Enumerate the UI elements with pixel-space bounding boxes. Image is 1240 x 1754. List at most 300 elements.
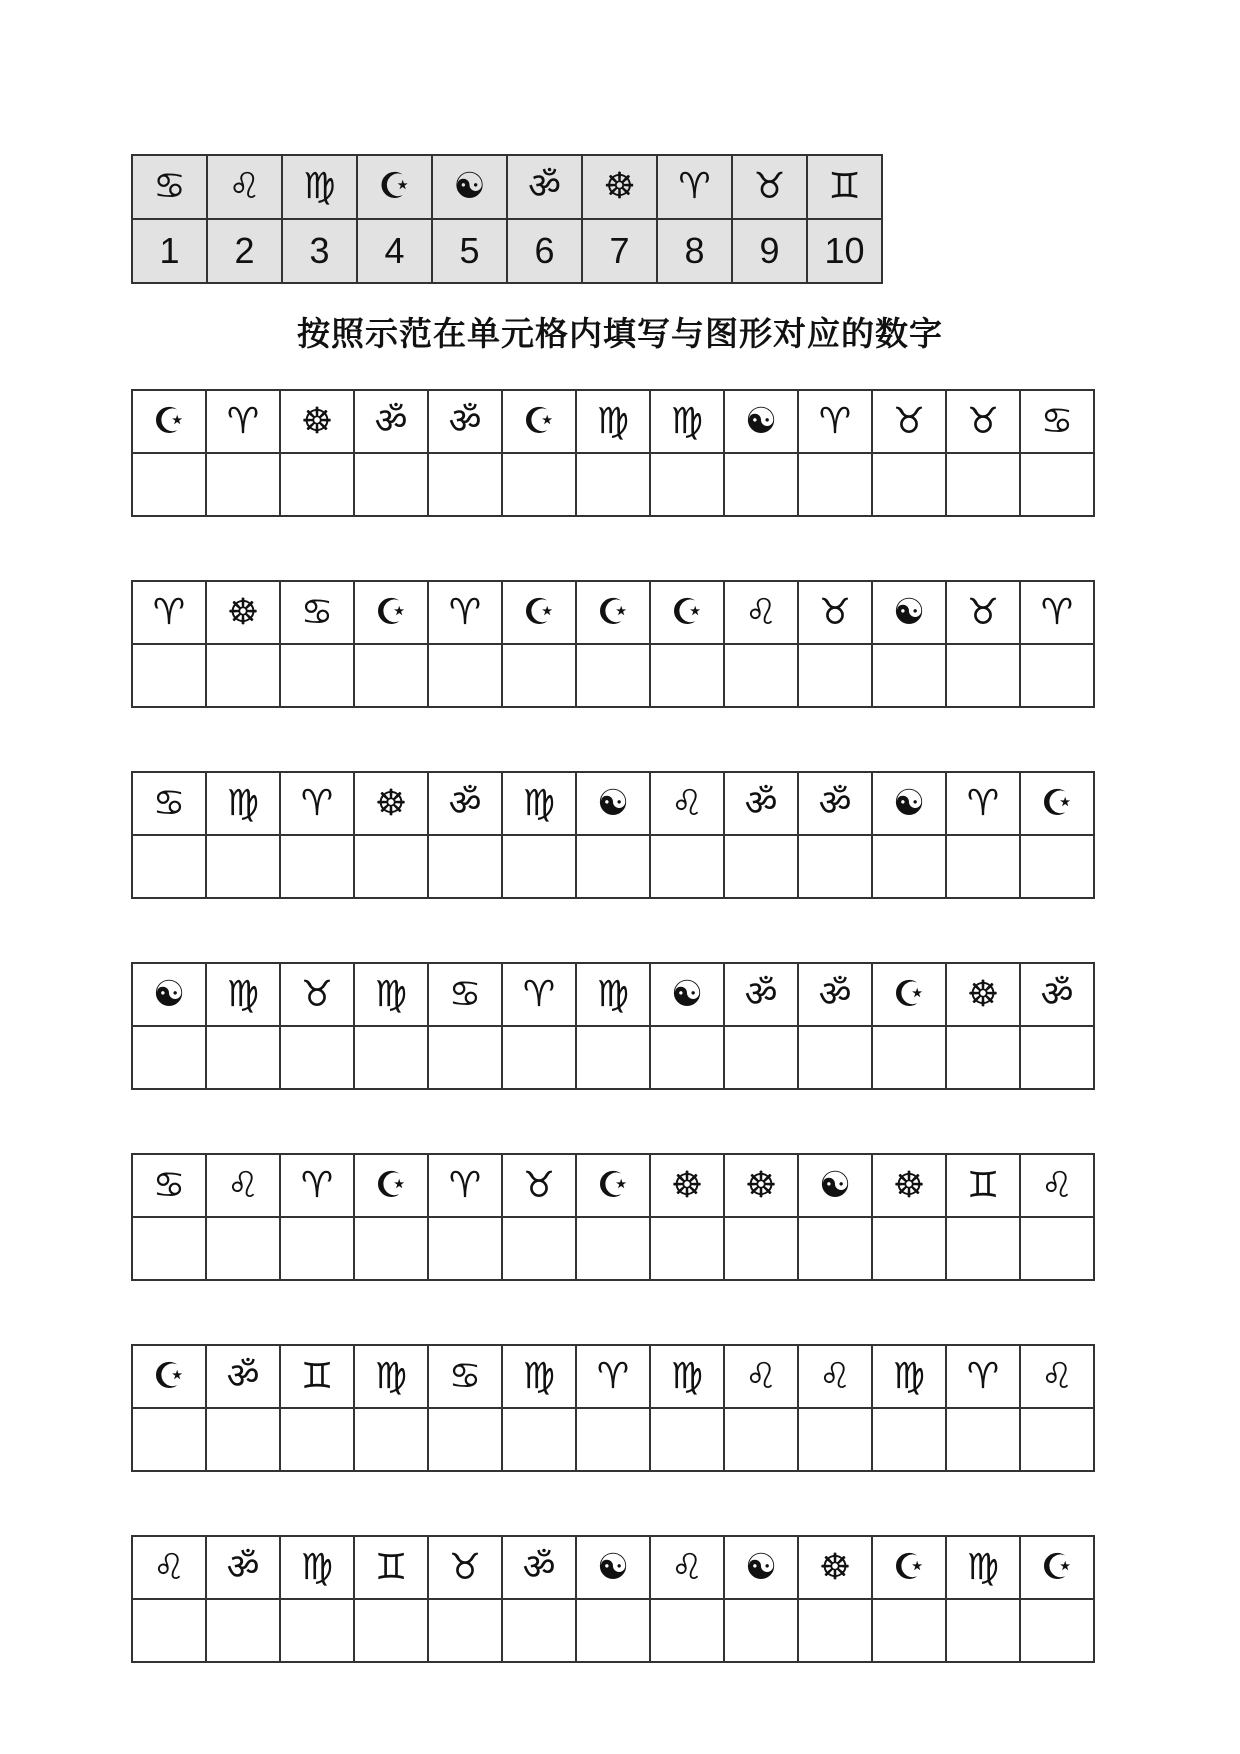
exercise-symbol-row	[132, 963, 1094, 1026]
answer-cell[interactable]	[724, 1599, 798, 1662]
answer-cell[interactable]	[206, 1599, 280, 1662]
exercise-symbol: ♍	[522, 1355, 556, 1397]
exercise-symbol-cell	[132, 963, 206, 1026]
key-symbol-cell	[207, 155, 282, 219]
answer-cell[interactable]	[576, 1217, 650, 1280]
exercise-symbol: ♍	[300, 1546, 334, 1588]
exercise-symbol-cell	[206, 1536, 280, 1599]
exercise-symbol: ☸	[966, 973, 1000, 1015]
answer-cell[interactable]	[724, 835, 798, 898]
exercise-symbol: ☯	[670, 973, 704, 1015]
exercise-symbol-cell	[650, 772, 724, 835]
key-number-cell	[432, 219, 507, 283]
key-number: 3	[309, 230, 330, 271]
answer-cell[interactable]	[872, 1599, 946, 1662]
answer-cell[interactable]	[650, 835, 724, 898]
exercise-symbol: ♉	[892, 400, 926, 442]
exercise-symbol: ☪	[522, 400, 556, 442]
answer-cell[interactable]	[724, 1408, 798, 1471]
answer-cell[interactable]	[206, 1217, 280, 1280]
exercise-symbol: ♍	[596, 400, 630, 442]
exercise-table	[131, 1344, 1095, 1472]
exercise-symbol: ☸	[818, 1546, 852, 1588]
exercise-symbol-cell	[576, 772, 650, 835]
exercise-symbol: ♉	[448, 1546, 482, 1588]
answer-cell[interactable]	[650, 1217, 724, 1280]
exercise-symbol: ☸	[670, 1164, 704, 1206]
exercise-symbol: ♋	[152, 1164, 186, 1206]
answer-cell[interactable]	[280, 1217, 354, 1280]
exercise-symbol-cell	[872, 581, 946, 644]
key-number-cell	[357, 219, 432, 283]
answer-cell[interactable]	[280, 1408, 354, 1471]
exercise-symbol: ☪	[892, 1546, 926, 1588]
exercise-symbol: ♈	[300, 1164, 334, 1206]
exercise-symbol: ☪	[670, 591, 704, 633]
exercise-symbol: ♌	[670, 1546, 704, 1588]
answer-cell[interactable]	[946, 1408, 1020, 1471]
exercise-symbol-cell	[946, 581, 1020, 644]
exercise-answer-row	[132, 835, 1094, 898]
exercise-symbol: ♈	[448, 591, 482, 633]
exercise-symbol: ॐ	[818, 973, 852, 1015]
exercise-symbol: ♈	[1040, 591, 1074, 633]
key-number-cell	[582, 219, 657, 283]
exercise-symbol-cell	[1020, 390, 1094, 453]
answer-cell[interactable]	[428, 835, 502, 898]
exercise-symbol: ♋	[1040, 400, 1074, 442]
exercise-symbol: ♍	[374, 973, 408, 1015]
key-number: 2	[234, 230, 255, 271]
exercise-symbol: ♈	[226, 400, 260, 442]
exercise-symbol-cell	[354, 1154, 428, 1217]
exercise-table	[131, 771, 1095, 899]
answer-cell[interactable]	[502, 453, 576, 516]
answer-cell[interactable]	[798, 453, 872, 516]
exercise-symbol: ☯	[818, 1164, 852, 1206]
exercise-symbol-cell	[872, 963, 946, 1026]
answer-cell[interactable]	[354, 1599, 428, 1662]
exercise-symbol-cell	[724, 1154, 798, 1217]
exercise-symbol: ♈	[300, 782, 334, 824]
key-number-cell	[282, 219, 357, 283]
key-symbol: ♉	[753, 166, 786, 207]
answer-cell[interactable]	[280, 1026, 354, 1089]
exercise-symbol: ☸	[744, 1164, 778, 1206]
answer-cell[interactable]	[872, 1026, 946, 1089]
exercise-symbol-cell	[946, 390, 1020, 453]
exercise-symbol-cell	[946, 963, 1020, 1026]
exercise-symbol-cell	[428, 963, 502, 1026]
answer-cell[interactable]	[650, 644, 724, 707]
exercise-symbol: ♍	[374, 1355, 408, 1397]
exercise-symbol-cell	[576, 1536, 650, 1599]
answer-cell[interactable]	[502, 835, 576, 898]
exercise-symbol: ♍	[226, 782, 260, 824]
key-number-cell	[132, 219, 207, 283]
answer-cell[interactable]	[576, 835, 650, 898]
exercise-symbol-cell	[206, 581, 280, 644]
exercise-symbol: ☸	[892, 1164, 926, 1206]
exercise-symbol-cell	[132, 1345, 206, 1408]
answer-cell[interactable]	[798, 1599, 872, 1662]
key-symbol-cell	[357, 155, 432, 219]
exercise-symbol-cell	[798, 1154, 872, 1217]
exercise-symbol-cell	[798, 1345, 872, 1408]
exercise-symbol-cell	[1020, 1536, 1094, 1599]
exercise-symbol-cell	[354, 963, 428, 1026]
answer-cell[interactable]	[946, 1217, 1020, 1280]
key-symbol: ♊	[828, 166, 861, 207]
answer-cell[interactable]	[502, 1217, 576, 1280]
answer-cell[interactable]	[428, 1408, 502, 1471]
key-symbol-cell	[807, 155, 882, 219]
answer-cell[interactable]	[798, 1026, 872, 1089]
answer-cell[interactable]	[1020, 453, 1094, 516]
key-symbol: ♈	[678, 166, 711, 207]
exercise-symbol-cell	[576, 390, 650, 453]
exercise-answer-row	[132, 1217, 1094, 1280]
answer-cell[interactable]	[206, 835, 280, 898]
answer-cell[interactable]	[1020, 1026, 1094, 1089]
exercise-answer-row	[132, 453, 1094, 516]
answer-cell[interactable]	[946, 1026, 1020, 1089]
answer-cell[interactable]	[798, 1217, 872, 1280]
answer-cell[interactable]	[206, 1408, 280, 1471]
exercise-symbol: ♊	[300, 1355, 334, 1397]
answer-cell[interactable]	[724, 644, 798, 707]
key-symbol-cell	[282, 155, 357, 219]
exercise-symbol-cell	[650, 390, 724, 453]
exercise-symbol: ♌	[744, 1355, 778, 1397]
exercise-symbol-cell	[576, 581, 650, 644]
answer-cell[interactable]	[354, 1408, 428, 1471]
answer-cell[interactable]	[724, 453, 798, 516]
answer-cell[interactable]	[428, 1599, 502, 1662]
exercise-symbol: ♉	[522, 1164, 556, 1206]
answer-cell[interactable]	[724, 1026, 798, 1089]
exercise-symbol: ♍	[522, 782, 556, 824]
exercise-symbol: ॐ	[448, 782, 482, 824]
answer-cell[interactable]	[576, 1026, 650, 1089]
exercise-symbol: ॐ	[744, 973, 778, 1015]
answer-cell[interactable]	[724, 1217, 798, 1280]
exercise-symbol-cell	[724, 390, 798, 453]
exercise-symbol-cell	[132, 1536, 206, 1599]
answer-cell[interactable]	[946, 644, 1020, 707]
answer-cell[interactable]	[576, 1599, 650, 1662]
exercise-table	[131, 580, 1095, 708]
key-number: 8	[684, 230, 705, 271]
exercise-symbol: ☸	[300, 400, 334, 442]
exercise-symbol-cell	[206, 1345, 280, 1408]
answer-cell[interactable]	[502, 1599, 576, 1662]
exercise-symbol: ♍	[966, 1546, 1000, 1588]
exercise-symbol-cell	[798, 772, 872, 835]
key-number: 1	[159, 230, 180, 271]
answer-cell[interactable]	[132, 644, 206, 707]
answer-cell[interactable]	[428, 453, 502, 516]
exercise-symbol: ♊	[374, 1546, 408, 1588]
exercise-symbol: ॐ	[226, 1355, 260, 1397]
exercise-symbol-cell	[132, 1154, 206, 1217]
exercise-symbol-cell	[502, 1154, 576, 1217]
exercise-symbol: ॐ	[448, 400, 482, 442]
key-number-row	[132, 219, 882, 283]
exercise-symbol: ♈	[966, 782, 1000, 824]
exercise-symbol: ☯	[892, 782, 926, 824]
answer-cell[interactable]	[280, 1599, 354, 1662]
exercise-symbol-cell	[1020, 963, 1094, 1026]
key-number: 5	[459, 230, 480, 271]
exercise-symbol-cell	[354, 581, 428, 644]
exercise-symbol-cell	[724, 581, 798, 644]
exercise-symbol-cell	[872, 1536, 946, 1599]
exercise-symbol-cell	[354, 1345, 428, 1408]
answer-cell[interactable]	[280, 644, 354, 707]
exercise-symbol-cell	[206, 772, 280, 835]
key-number-cell	[207, 219, 282, 283]
exercise-symbol-cell	[724, 772, 798, 835]
exercise-symbol: ♌	[670, 782, 704, 824]
answer-cell[interactable]	[650, 1408, 724, 1471]
answer-cell[interactable]	[576, 1408, 650, 1471]
answer-cell[interactable]	[946, 453, 1020, 516]
answer-cell[interactable]	[428, 1026, 502, 1089]
answer-cell[interactable]	[354, 835, 428, 898]
exercise-symbol: ♌	[226, 1164, 260, 1206]
exercise-symbol-cell	[946, 1154, 1020, 1217]
exercise-symbol: ☪	[596, 591, 630, 633]
key-number-cell	[732, 219, 807, 283]
answer-cell[interactable]	[354, 644, 428, 707]
exercise-symbol-cell	[798, 963, 872, 1026]
exercise-symbol: ॐ	[226, 1546, 260, 1588]
exercise-symbol: ♈	[448, 1164, 482, 1206]
answer-cell[interactable]	[206, 644, 280, 707]
exercise-table	[131, 389, 1095, 517]
exercise-symbol-cell	[650, 1536, 724, 1599]
key-number-cell	[657, 219, 732, 283]
answer-cell[interactable]	[872, 1217, 946, 1280]
exercise-symbol-cell	[502, 581, 576, 644]
key-symbol-row	[132, 155, 882, 219]
exercise-symbol: ♈	[522, 973, 556, 1015]
answer-cell[interactable]	[132, 1026, 206, 1089]
exercise-symbol-cell	[206, 1154, 280, 1217]
exercise-symbol-cell	[206, 963, 280, 1026]
answer-cell[interactable]	[872, 1408, 946, 1471]
key-symbol: ☪	[378, 166, 411, 207]
exercise-symbol-cell	[1020, 1154, 1094, 1217]
answer-cell[interactable]	[428, 644, 502, 707]
exercise-symbol-cell	[280, 1536, 354, 1599]
answer-cell[interactable]	[872, 453, 946, 516]
answer-cell[interactable]	[1020, 835, 1094, 898]
exercise-symbol-cell	[1020, 581, 1094, 644]
answer-cell[interactable]	[132, 835, 206, 898]
answer-cell[interactable]	[132, 1217, 206, 1280]
exercise-symbol-cell	[576, 1345, 650, 1408]
key-symbol-cell	[507, 155, 582, 219]
exercise-symbol: ♍	[226, 973, 260, 1015]
exercise-symbol: ♍	[596, 973, 630, 1015]
key-symbol-cell	[582, 155, 657, 219]
exercise-symbol-cell	[946, 772, 1020, 835]
exercise-answer-row	[132, 644, 1094, 707]
answer-cell[interactable]	[798, 1408, 872, 1471]
exercise-symbol-cell	[946, 1345, 1020, 1408]
exercise-symbol: ♌	[744, 591, 778, 633]
exercise-symbol-cell	[206, 390, 280, 453]
exercise-table	[131, 962, 1095, 1090]
answer-cell[interactable]	[354, 453, 428, 516]
exercise-symbol: ☯	[744, 1546, 778, 1588]
exercise-symbol-cell	[502, 1345, 576, 1408]
answer-cell[interactable]	[132, 1408, 206, 1471]
exercise-answer-row	[132, 1026, 1094, 1089]
key-number: 6	[534, 230, 555, 271]
exercise-symbol-cell	[872, 390, 946, 453]
answer-cell[interactable]	[132, 1599, 206, 1662]
answer-cell[interactable]	[354, 1026, 428, 1089]
exercise-symbol-cell	[946, 1536, 1020, 1599]
exercise-symbol: ॐ	[744, 782, 778, 824]
symbol-key-table	[131, 154, 883, 284]
exercise-symbol: ♌	[818, 1355, 852, 1397]
exercise-symbol: ♋	[300, 591, 334, 633]
exercise-symbol-cell	[872, 1345, 946, 1408]
exercise-symbol-row	[132, 1345, 1094, 1408]
exercise-symbol-cell	[354, 390, 428, 453]
answer-cell[interactable]	[576, 644, 650, 707]
exercise-symbol: ॐ	[374, 400, 408, 442]
answer-cell[interactable]	[354, 1217, 428, 1280]
exercise-symbol: ♌	[1040, 1164, 1074, 1206]
exercise-symbol-row	[132, 390, 1094, 453]
exercise-symbol-cell	[502, 390, 576, 453]
key-symbol: ☸	[603, 166, 636, 207]
exercise-symbol-row	[132, 1536, 1094, 1599]
key-number: 10	[824, 230, 865, 271]
exercise-symbol-cell	[724, 963, 798, 1026]
answer-cell[interactable]	[872, 644, 946, 707]
exercise-symbol-cell	[650, 1345, 724, 1408]
exercise-answer-row	[132, 1599, 1094, 1662]
exercise-symbol-cell	[428, 1154, 502, 1217]
key-symbol: ♍	[303, 166, 336, 207]
exercise-symbol: ♈	[152, 591, 186, 633]
exercise-symbol-cell	[280, 963, 354, 1026]
exercise-symbol: ☯	[152, 973, 186, 1015]
exercise-symbol-cell	[724, 1536, 798, 1599]
exercise-symbol: ☪	[374, 591, 408, 633]
exercise-symbol: ☯	[744, 400, 778, 442]
exercise-symbol-cell	[280, 1154, 354, 1217]
exercise-symbol-cell	[872, 1154, 946, 1217]
exercise-symbol-cell	[1020, 1345, 1094, 1408]
exercise-symbol-cell	[428, 1536, 502, 1599]
answer-cell[interactable]	[206, 453, 280, 516]
key-symbol-cell	[657, 155, 732, 219]
exercise-symbol: ☪	[892, 973, 926, 1015]
answer-cell[interactable]	[946, 1599, 1020, 1662]
exercise-symbol: ☪	[1040, 1546, 1074, 1588]
answer-cell[interactable]	[206, 1026, 280, 1089]
answer-cell[interactable]	[650, 1599, 724, 1662]
exercise-symbol: ♊	[966, 1164, 1000, 1206]
exercise-symbol-cell	[650, 1154, 724, 1217]
answer-cell[interactable]	[650, 1026, 724, 1089]
answer-cell[interactable]	[502, 1026, 576, 1089]
answer-cell[interactable]	[872, 835, 946, 898]
exercise-symbol-cell	[798, 1536, 872, 1599]
exercise-symbol: ☯	[892, 591, 926, 633]
exercise-symbol: ☪	[152, 1355, 186, 1397]
exercise-symbol: ☪	[596, 1164, 630, 1206]
key-symbol: ॐ	[528, 166, 561, 207]
answer-cell[interactable]	[1020, 1408, 1094, 1471]
exercise-symbol: ♈	[818, 400, 852, 442]
exercise-symbol-cell	[132, 581, 206, 644]
answer-cell[interactable]	[132, 453, 206, 516]
exercise-symbol-cell	[428, 581, 502, 644]
key-symbol-cell	[432, 155, 507, 219]
answer-cell[interactable]	[1020, 1217, 1094, 1280]
exercise-symbol: ☯	[596, 1546, 630, 1588]
exercise-symbol: ♋	[152, 782, 186, 824]
answer-cell[interactable]	[502, 644, 576, 707]
exercise-symbol: ☪	[152, 400, 186, 442]
answer-cell[interactable]	[428, 1217, 502, 1280]
exercise-symbol-row	[132, 581, 1094, 644]
answer-cell[interactable]	[1020, 644, 1094, 707]
exercise-symbol: ♈	[596, 1355, 630, 1397]
exercise-symbol: ♍	[670, 1355, 704, 1397]
answer-cell[interactable]	[280, 453, 354, 516]
exercise-symbol: ☸	[226, 591, 260, 633]
answer-cell[interactable]	[576, 453, 650, 516]
exercise-symbol: ☪	[374, 1164, 408, 1206]
answer-cell[interactable]	[502, 1408, 576, 1471]
exercise-symbol-cell	[502, 1536, 576, 1599]
answer-cell[interactable]	[650, 453, 724, 516]
answer-cell[interactable]	[798, 644, 872, 707]
key-number: 9	[759, 230, 780, 271]
exercise-symbol: ☪	[1040, 782, 1074, 824]
key-number: 7	[609, 230, 630, 271]
exercise-symbol: ♋	[448, 973, 482, 1015]
exercise-symbol: ♉	[966, 591, 1000, 633]
exercise-symbol: ॐ	[1040, 973, 1074, 1015]
answer-cell[interactable]	[280, 835, 354, 898]
exercise-symbol: ♉	[966, 400, 1000, 442]
exercise-symbol: ♌	[1040, 1355, 1074, 1397]
exercise-symbol: ☯	[596, 782, 630, 824]
instruction-text: 按照示范在单元格内填写与图形对应的数字	[297, 314, 943, 353]
answer-cell[interactable]	[946, 835, 1020, 898]
exercise-symbol-cell	[872, 772, 946, 835]
key-symbol: ♌	[228, 166, 261, 207]
exercise-symbol-cell	[502, 772, 576, 835]
key-symbol: ♋	[153, 166, 186, 207]
exercise-symbol-cell	[280, 581, 354, 644]
exercise-symbol: ♋	[448, 1355, 482, 1397]
exercise-symbol: ॐ	[818, 782, 852, 824]
answer-cell[interactable]	[798, 835, 872, 898]
key-symbol-cell	[732, 155, 807, 219]
answer-cell[interactable]	[1020, 1599, 1094, 1662]
